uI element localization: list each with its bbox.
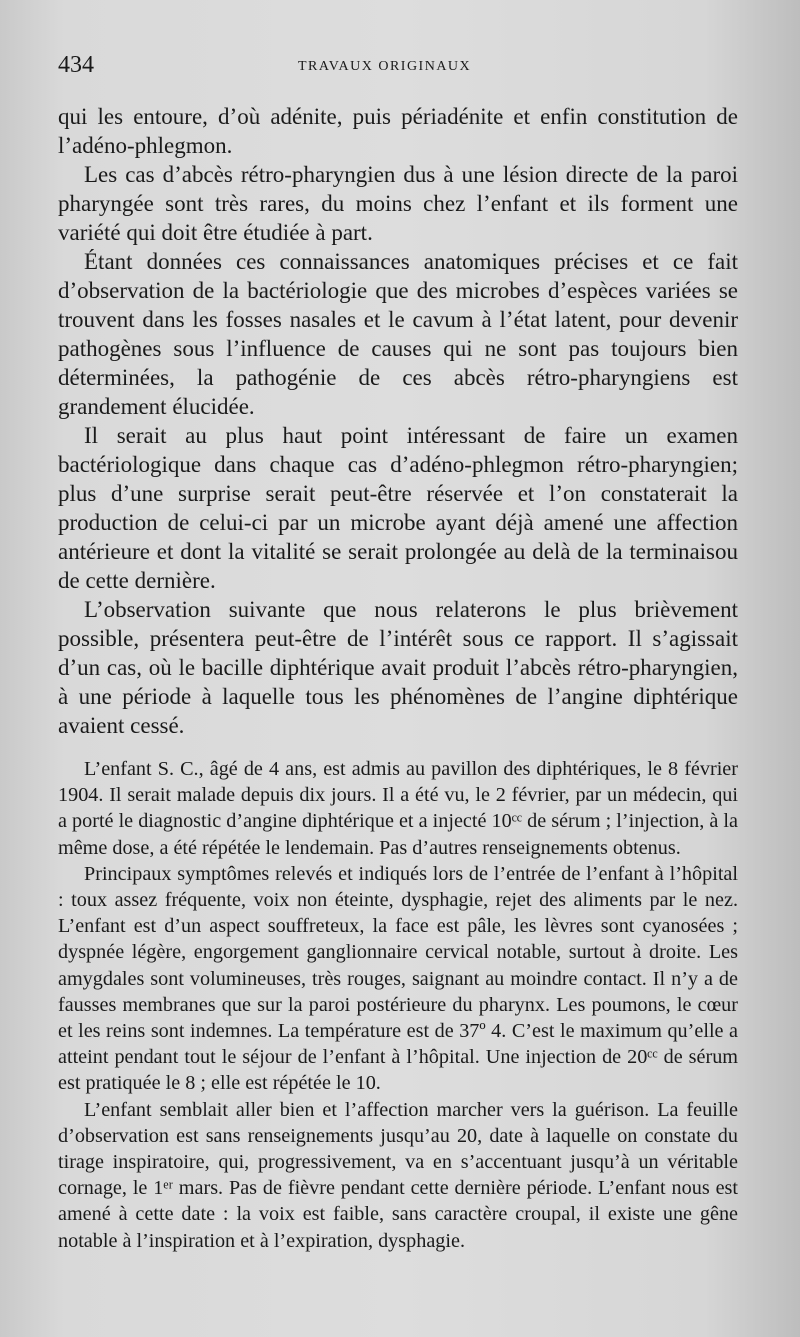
paragraph: Il serait au plus haut point intéressant de faire un examen bactériologique dans chaque cas d’adéno-phlegmon rétro-pharyngien; plus d’une surprise serait peut-être réservée et l’on constaterait la production de celui-ci par un microbe ayant déjà amené une affection antérieure et dont la vitalité se serait prolongée au delà de la terminaisou de cette dernière. [58, 423, 738, 593]
page-number: 434 [58, 52, 94, 78]
page-header [58, 52, 738, 82]
paragraph: Les cas d’abcès rétro-pharyngien dus à une lésion directe de la paroi pharyngée sont très rares, du moins chez l’enfant et ils forment une variété qui doit être étudiée à part. [58, 162, 738, 245]
paragraph: Étant données ces connaissances anatomiques précises et ce fait d’observation de la bactériologie que des microbes d’espèces variées se trouvent dans les fosses nasales et le cavum à l’état latent, pour devenir pathogènes sous l’influence de causes qui ne sont pas toujours bien déterminées, la pathogénie de ces abcès rétro-pharyngiens est grandement élucidée. [58, 249, 738, 419]
observation-paragraph: L’enfant semblait aller bien et l’affection marcher vers la guérison. La feuille d’observation est sans renseignements jusqu’au 20, date à laquelle on constate du tirage inspiratoire, qui, progressivement, va en s’accentuant jusqu’à un véritable cornage, le 1ᵉʳ mars. Pas de fièvre pendant cette dernière période. L’enfant nous est amené à cette date : la voix est faible, sans caractère croupal, il existe une gêne notable à l’inspiration et à l’expiration, dysphagie. [58, 1098, 738, 1252]
paragraph: L’observation suivante que nous relaterons le plus brièvement possible, présentera peut-être de l’intérêt sous ce rapport. Il s’agissait d’un cas, où le bacille diphtérique avait produit l’abcès rétro-pharyngien, à une période à laquelle tous les phénomènes de l’angine diphtérique avaient cessé. [58, 597, 738, 738]
body-text [58, 102, 738, 1254]
section-gap [58, 740, 738, 756]
observation-paragraph: Principaux symptômes relevés et indiqués lors de l’entrée de l’enfant à l’hôpital : toux assez fréquente, voix non éteinte, dysphagie, rejet des aliments par le nez. L’enfant est d’un aspect souffreteux, la face est pâle, les lèvres sont cyanosées ; dyspnée légère, engorgement ganglionnaire cervical notable, surtout à droite. Les amygdales sont volumineuses, très rouges, saignant au moindre contact. Il n’y a de fausses membranes que sur la paroi postérieure du pharynx. Les poumons, le cœur et les reins sont indemnes. La température est de 37º 4. C’est le maximum qu’elle a atteint pendant tout le séjour de l’enfant à l’hôpital. Une injection de 20ᶜᶜ de sérum est pratiquée le 8 ; elle est répétée le 10. [58, 862, 738, 1095]
running-title: TRAVAUX ORIGINAUX [298, 59, 472, 74]
paragraph: qui les entoure, d’où adénite, puis périadénite et enfin constitution de l’adéno-phlegmon. [58, 104, 738, 158]
observation-paragraph: L’enfant S. C., âgé de 4 ans, est admis au pavillon des diphtériques, le 8 février 1904. Il serait malade depuis dix jours. Il a été vu, le 2 février, par un médecin, qui a porté le diagnostic d’angine diphtérique et a injecté 10ᶜᶜ de sérum ; l’injection, à la même dose, a été répétée le lendemain. Pas d’autres renseignements obtenus. [58, 758, 738, 859]
